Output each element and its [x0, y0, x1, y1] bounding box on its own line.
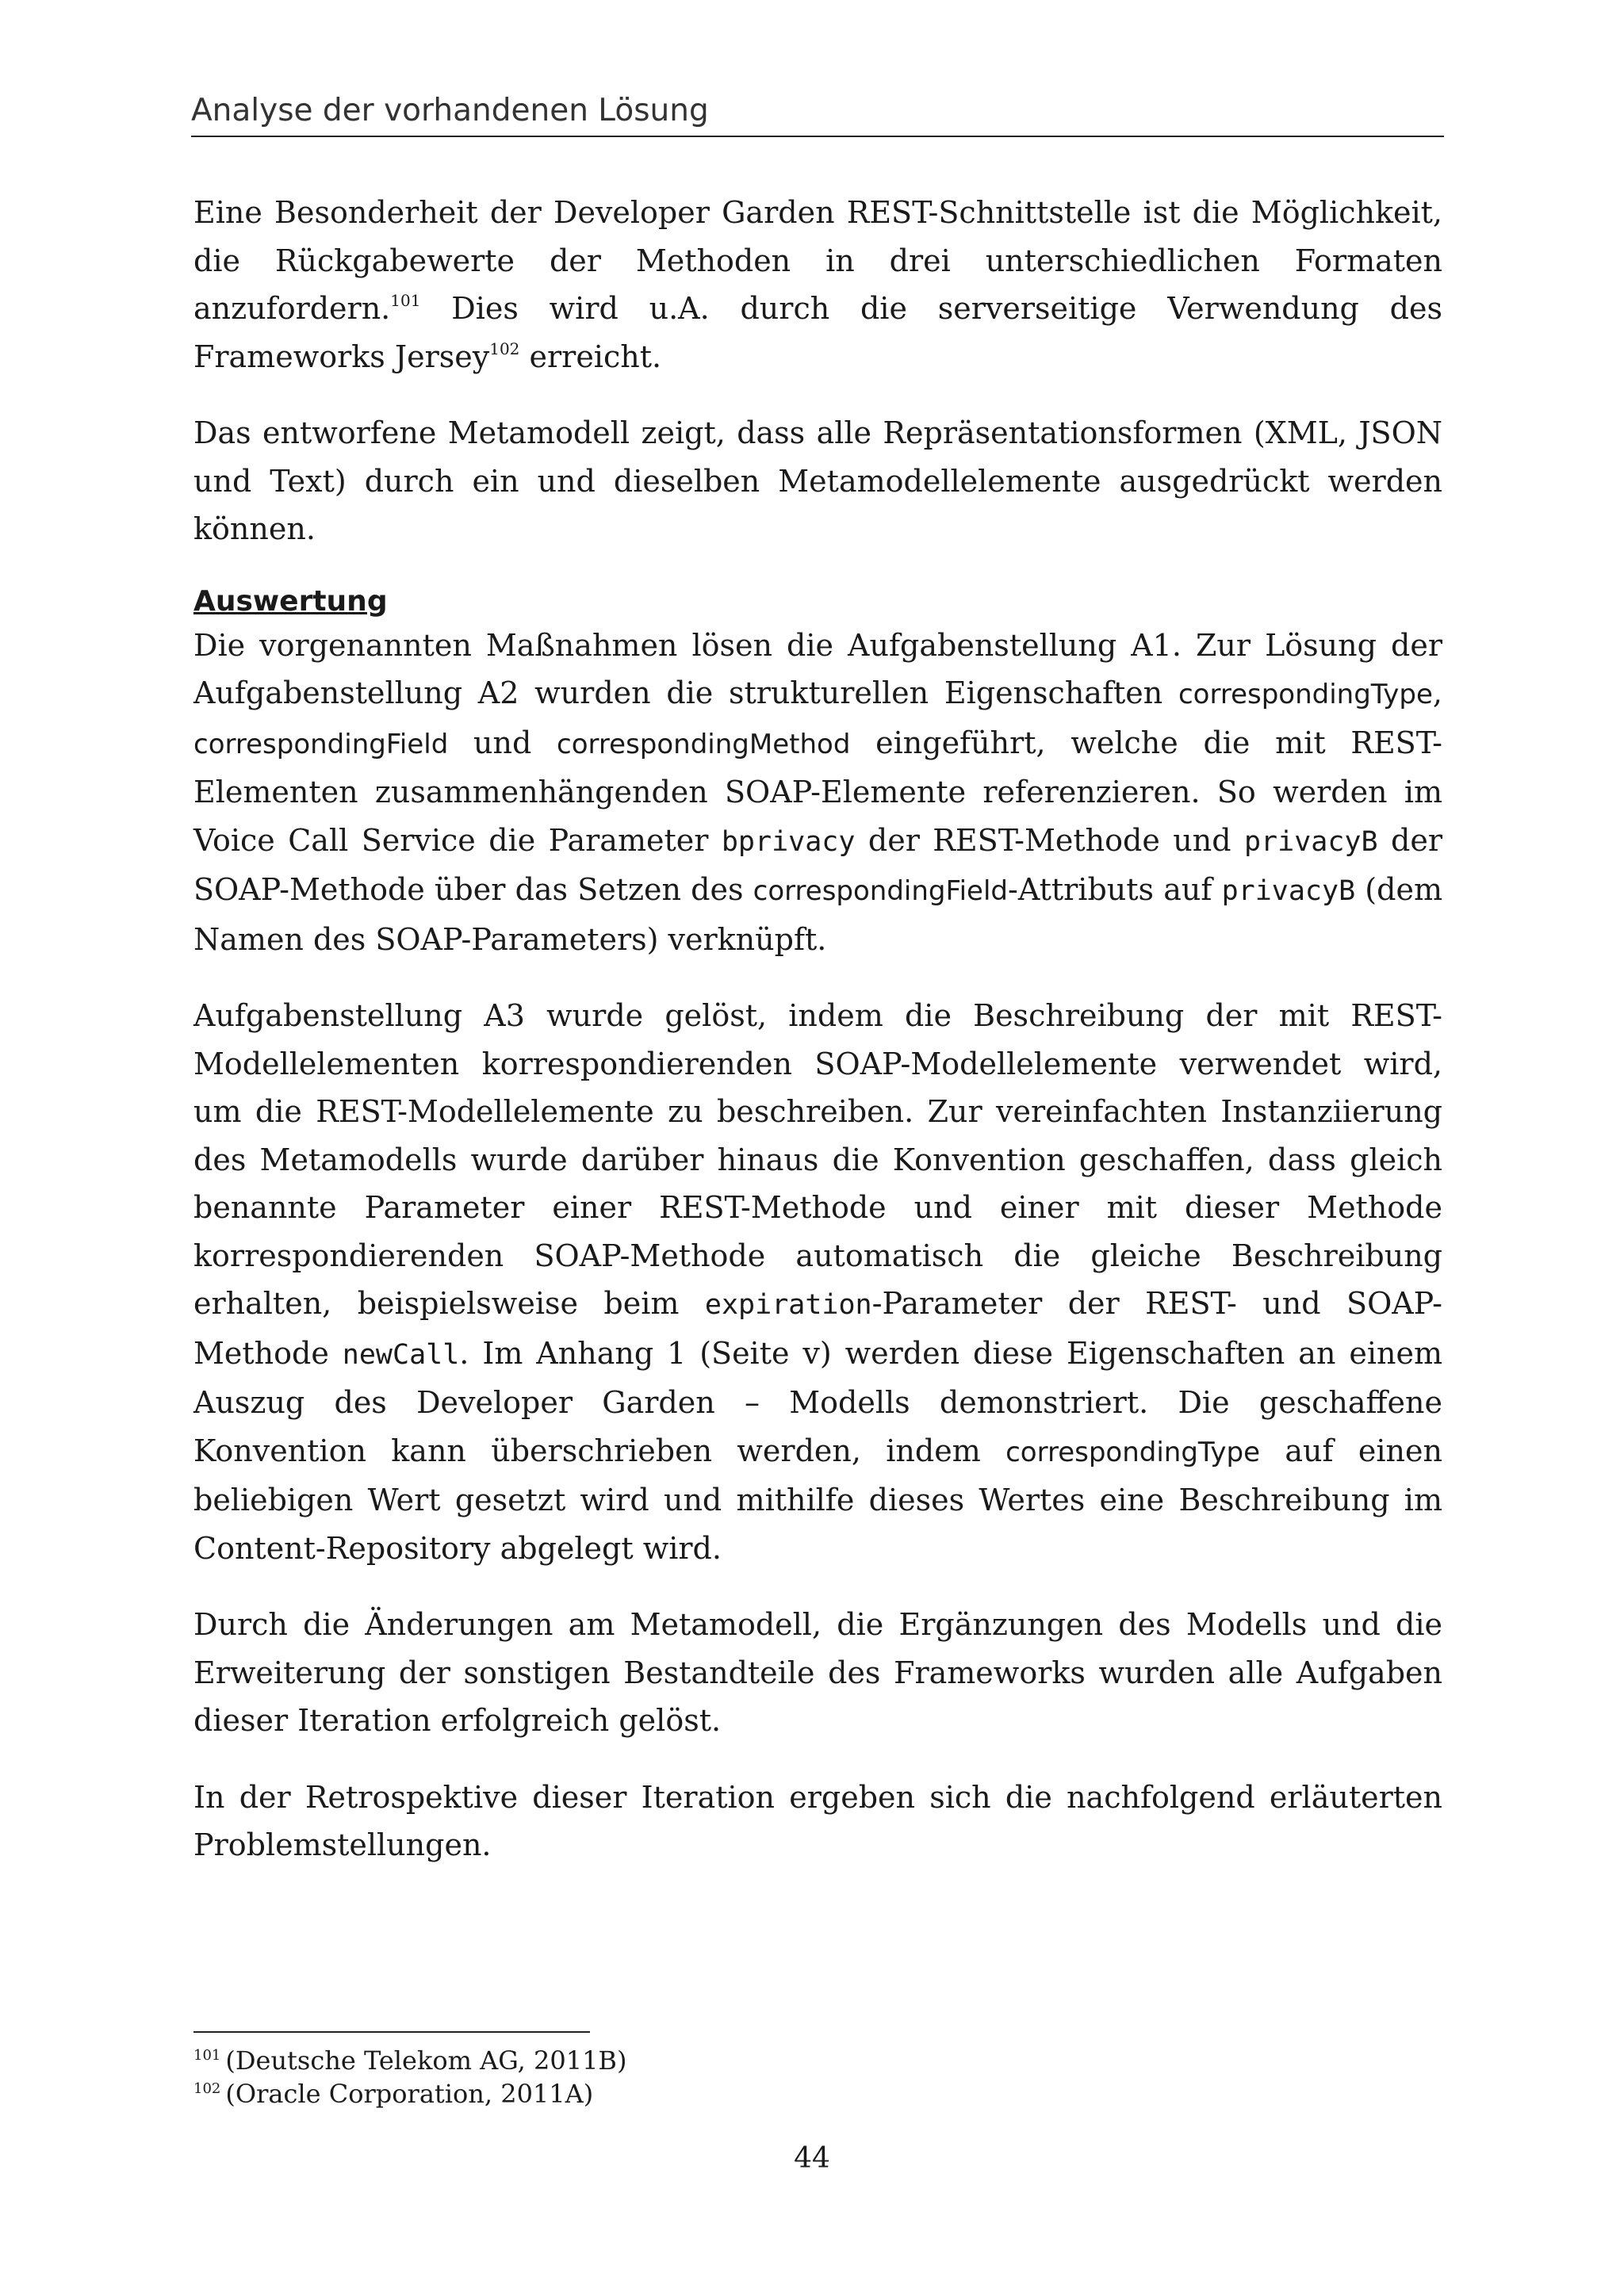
- paragraph-text: . Im Anhang 1 (Seite v) werden diese Eigenschaften an einem Auszug des Developer Garden – Modells demonstriert. Die geschaffene Konvention kann überschrieben werden, indem: [193, 1335, 1442, 1468]
- footnotes: [193, 2044, 1145, 2110]
- paragraph-aufgabenstellung-a3: [193, 992, 1442, 1572]
- paragraph-text: -Attributs auf: [1007, 872, 1222, 907]
- paragraph-text: Eine Besonderheit der Developer Garden REST-Schnittstelle ist die Möglichkeit, die Rückgabewerte der Methoden in drei unterschiedlichen Formaten anzufordern.: [193, 195, 1442, 326]
- body-text: [193, 189, 1442, 1869]
- footnote-102: [193, 2077, 1145, 2110]
- paragraph-text: der REST-Methode und: [855, 822, 1244, 858]
- paragraph-massnahmen: [193, 622, 1442, 964]
- running-header: Analyse der vorhandenen Lösung: [191, 94, 1444, 137]
- code-identifier: expiration: [704, 1289, 872, 1321]
- code-identifier: bprivacy: [721, 825, 856, 858]
- paragraph-text: eingeführt, welche die mit REST-Elementen zusammenhängenden SOAP-Elemente referenzieren. So werden im Voice Call Service die Parameter: [193, 725, 1442, 858]
- paragraph-text: und: [448, 725, 557, 760]
- paragraph-text: der SOAP-Methode über das Setzen des: [193, 822, 1442, 907]
- page-number: 44: [794, 2142, 830, 2175]
- code-term: correspondingField: [753, 875, 1008, 907]
- code-identifier: newCall: [342, 1338, 460, 1371]
- paragraph-text: Aufgabenstellung A3 wurde gelöst, indem die Beschreibung der mit REST-Modellelementen korrespondierenden SOAP-Modellelemente verwendet wird, um die REST-Modellelemente zu beschreiben. Zur vereinfachten Instanziierung des Metamodells wurde darüber hinaus die Konvention geschaffen, dass gleich benannte Parameter einer REST-Methode und einer mit dieser Methode korrespondierenden SOAP-Methode automatisch die gleiche Beschreibung erhalten, beispielsweise beim: [193, 998, 1442, 1321]
- paragraph-text: Die vorgenannten Maßnahmen lösen die Aufgabenstellung A1. Zur Lösung der Aufgabenstellung A2 wurden die strukturellen Eigenschaften: [193, 627, 1442, 710]
- code-identifier: privacyB: [1221, 875, 1356, 907]
- footnote-101: [193, 2044, 1145, 2077]
- footnote-ref-101[interactable]: 101: [390, 291, 421, 310]
- paragraph-retrospektive: In der Retrospektive dieser Iteration ergeben sich die nachfolgend erläuterten Problemstellungen.: [193, 1779, 1442, 1862]
- code-identifier: privacyB: [1243, 825, 1378, 858]
- code-term: correspondingType: [1178, 679, 1433, 710]
- code-term: correspondingMethod: [557, 728, 851, 760]
- code-term: correspondingType: [1005, 1436, 1261, 1468]
- footnote-text: (Oracle Corporation, 2011A): [225, 2079, 594, 2109]
- paragraph-text: Dies wird u.A. durch die serverseitige Verwendung des Frameworks Jersey: [193, 291, 1442, 374]
- footnote-ref-102[interactable]: 102: [489, 339, 520, 358]
- paragraph-text: -Parameter der REST- und SOAP-Methode: [193, 1286, 1442, 1371]
- paragraph-text: auf einen beliebigen Wert gesetzt wird und mithilfe dieses Wertes eine Beschreibung im Content-Repository abgelegt wird.: [193, 1433, 1442, 1566]
- footnote-text: (Deutsche Telekom AG, 2011B): [225, 2045, 627, 2076]
- paragraph-aenderungen: Durch die Änderungen am Metamodell, die Ergänzungen des Modells und die Erweiterung der sonstigen Bestandteile des Frameworks wurden alle Aufgaben dieser Iteration erfolgreich gelöst.: [193, 1607, 1442, 1738]
- paragraph-metamodell: Das entworfene Metamodell zeigt, dass alle Repräsentationsformen (XML, JSON und Text) durch ein und dieselben Metamodellelemente ausgedrückt werden können.: [193, 415, 1442, 546]
- paragraph-text: (dem Namen des SOAP-Parameters) verknüpft.: [193, 872, 1442, 957]
- footnote-number: 102: [193, 2080, 221, 2097]
- section-heading-auswertung: Auswertung: [193, 584, 388, 618]
- paragraph-besonderheit: [193, 189, 1442, 381]
- paragraph-text: erreicht.: [519, 339, 662, 374]
- paragraph-text: ,: [1432, 675, 1442, 710]
- footnote-separator: [193, 2031, 590, 2033]
- footnote-number: 101: [193, 2047, 221, 2064]
- code-term: correspondingField: [193, 728, 449, 760]
